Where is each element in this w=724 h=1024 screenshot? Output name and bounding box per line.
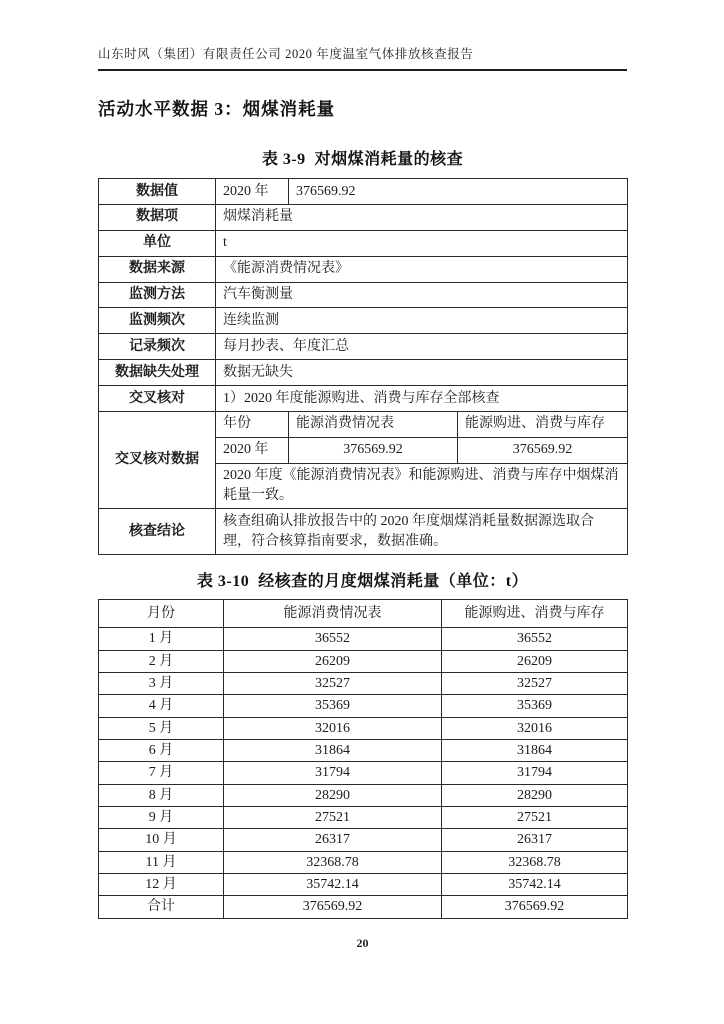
consumption-report-value: 35742.14 — [224, 873, 442, 895]
row-label: 数据值 — [99, 179, 216, 205]
table-row — [99, 873, 628, 895]
row-label: 交叉核对数据 — [99, 411, 216, 509]
row-label: 监测方法 — [99, 282, 216, 308]
cross-check-header-cell: 年份 — [216, 411, 289, 437]
year-cell: 2020 年 — [216, 179, 289, 205]
table-row — [99, 204, 628, 230]
table-row — [99, 896, 628, 918]
table-row — [99, 806, 628, 828]
report-header: 山东时风（集团）有限责任公司 2020 年度温室气体排放核查报告 — [98, 44, 627, 71]
table-row — [99, 784, 628, 806]
table-row — [99, 360, 628, 386]
table-row — [99, 386, 628, 412]
row-label: 交叉核对 — [99, 386, 216, 412]
month-cell: 1 月 — [99, 628, 224, 650]
table-row — [99, 695, 628, 717]
table-row — [99, 829, 628, 851]
purchase-stock-value: 26209 — [442, 650, 628, 672]
value-cell: 376569.92 — [289, 437, 458, 463]
row-label: 数据缺失处理 — [99, 360, 216, 386]
cross-check-header-cell: 能源购进、消费与库存 — [458, 411, 628, 437]
cross-check-note: 2020 年度《能源消费情况表》和能源购进、消费与库存中烟煤消耗量一致。 — [216, 463, 628, 509]
purchase-stock-value: 27521 — [442, 806, 628, 828]
month-cell: 9 月 — [99, 806, 224, 828]
value-cell: 烟煤消耗量 — [216, 204, 628, 230]
consumption-report-value: 32016 — [224, 717, 442, 739]
purchase-stock-value: 32016 — [442, 717, 628, 739]
year-cell: 2020 年 — [216, 437, 289, 463]
value-cell: t — [216, 230, 628, 256]
column-header: 月份 — [99, 600, 224, 628]
table-row — [99, 650, 628, 672]
table-3-10-title: 表 3-10 经核查的月度烟煤消耗量（单位：t） — [196, 573, 529, 591]
cross-check-header-row — [99, 411, 628, 437]
month-cell: 8 月 — [99, 784, 224, 806]
cross-check-header-cell: 能源消费情况表 — [289, 411, 458, 437]
table-row — [99, 762, 628, 784]
value-cell: 每月抄表、年度汇总 — [216, 334, 628, 360]
column-header: 能源消费情况表 — [224, 600, 442, 628]
month-cell: 12 月 — [99, 873, 224, 895]
month-cell: 3 月 — [99, 673, 224, 695]
consumption-report-value: 26209 — [224, 650, 442, 672]
purchase-stock-value: 28290 — [442, 784, 628, 806]
table-row — [99, 334, 628, 360]
month-cell: 11 月 — [99, 851, 224, 873]
month-cell: 合计 — [99, 896, 224, 918]
monthly-table-header-row — [99, 600, 628, 628]
consumption-report-value: 27521 — [224, 806, 442, 828]
column-header: 能源购进、消费与库存 — [442, 600, 628, 628]
consumption-report-value: 35369 — [224, 695, 442, 717]
verification-table — [98, 178, 628, 555]
consumption-report-value: 32527 — [224, 673, 442, 695]
value-cell: 376569.92 — [458, 437, 628, 463]
consumption-report-value: 32368.78 — [224, 851, 442, 873]
row-label: 单位 — [99, 230, 216, 256]
table-row — [99, 673, 628, 695]
row-label: 数据项 — [99, 204, 216, 230]
table-row — [99, 179, 628, 205]
verification-table-body — [99, 179, 628, 555]
consumption-report-value: 28290 — [224, 784, 442, 806]
purchase-stock-value: 35369 — [442, 695, 628, 717]
month-cell: 2 月 — [99, 650, 224, 672]
purchase-stock-value: 26317 — [442, 829, 628, 851]
purchase-stock-value: 31864 — [442, 740, 628, 762]
row-label: 数据来源 — [99, 256, 216, 282]
purchase-stock-value: 35742.14 — [442, 873, 628, 895]
month-cell: 6 月 — [99, 740, 224, 762]
purchase-stock-value: 376569.92 — [442, 896, 628, 918]
monthly-consumption-table-body — [99, 600, 628, 918]
value-cell: 汽车衡测量 — [216, 282, 628, 308]
purchase-stock-value: 31794 — [442, 762, 628, 784]
purchase-stock-value: 36552 — [442, 628, 628, 650]
table-row — [99, 230, 628, 256]
value-cell: 《能源消费情况表》 — [216, 256, 628, 282]
month-cell: 5 月 — [99, 717, 224, 739]
table-row — [99, 256, 628, 282]
value-cell: 1）2020 年度能源购进、消费与库存全部核查 — [216, 386, 628, 412]
month-cell: 10 月 — [99, 829, 224, 851]
table-row — [99, 740, 628, 762]
month-cell: 7 月 — [99, 762, 224, 784]
value-cell: 核查组确认排放报告中的 2020 年度烟煤消耗量数据源选取合理，符合核算指南要求，数据准确。 — [216, 509, 628, 555]
row-label: 记录频次 — [99, 334, 216, 360]
consumption-report-value: 26317 — [224, 829, 442, 851]
row-label: 核查结论 — [99, 509, 216, 555]
table-row — [99, 628, 628, 650]
monthly-consumption-table — [98, 599, 628, 918]
row-label: 监测频次 — [99, 308, 216, 334]
purchase-stock-value: 32527 — [442, 673, 628, 695]
table-row — [99, 282, 628, 308]
value-cell: 连续监测 — [216, 308, 628, 334]
table-row — [99, 851, 628, 873]
page-number: 20 — [356, 935, 369, 950]
purchase-stock-value: 32368.78 — [442, 851, 628, 873]
consumption-report-value: 31794 — [224, 762, 442, 784]
value-cell: 数据无缺失 — [216, 360, 628, 386]
month-cell: 4 月 — [99, 695, 224, 717]
consumption-report-value: 31864 — [224, 740, 442, 762]
consumption-report-value: 376569.92 — [224, 896, 442, 918]
table-row — [99, 308, 628, 334]
table-row — [99, 509, 628, 555]
section-title: 活动水平数据 3：烟煤消耗量 — [98, 99, 336, 119]
table-row — [99, 717, 628, 739]
value-cell: 376569.92 — [289, 179, 628, 205]
table-3-9-title: 表 3-9 对烟煤消耗量的核查 — [261, 151, 464, 168]
consumption-report-value: 36552 — [224, 628, 442, 650]
